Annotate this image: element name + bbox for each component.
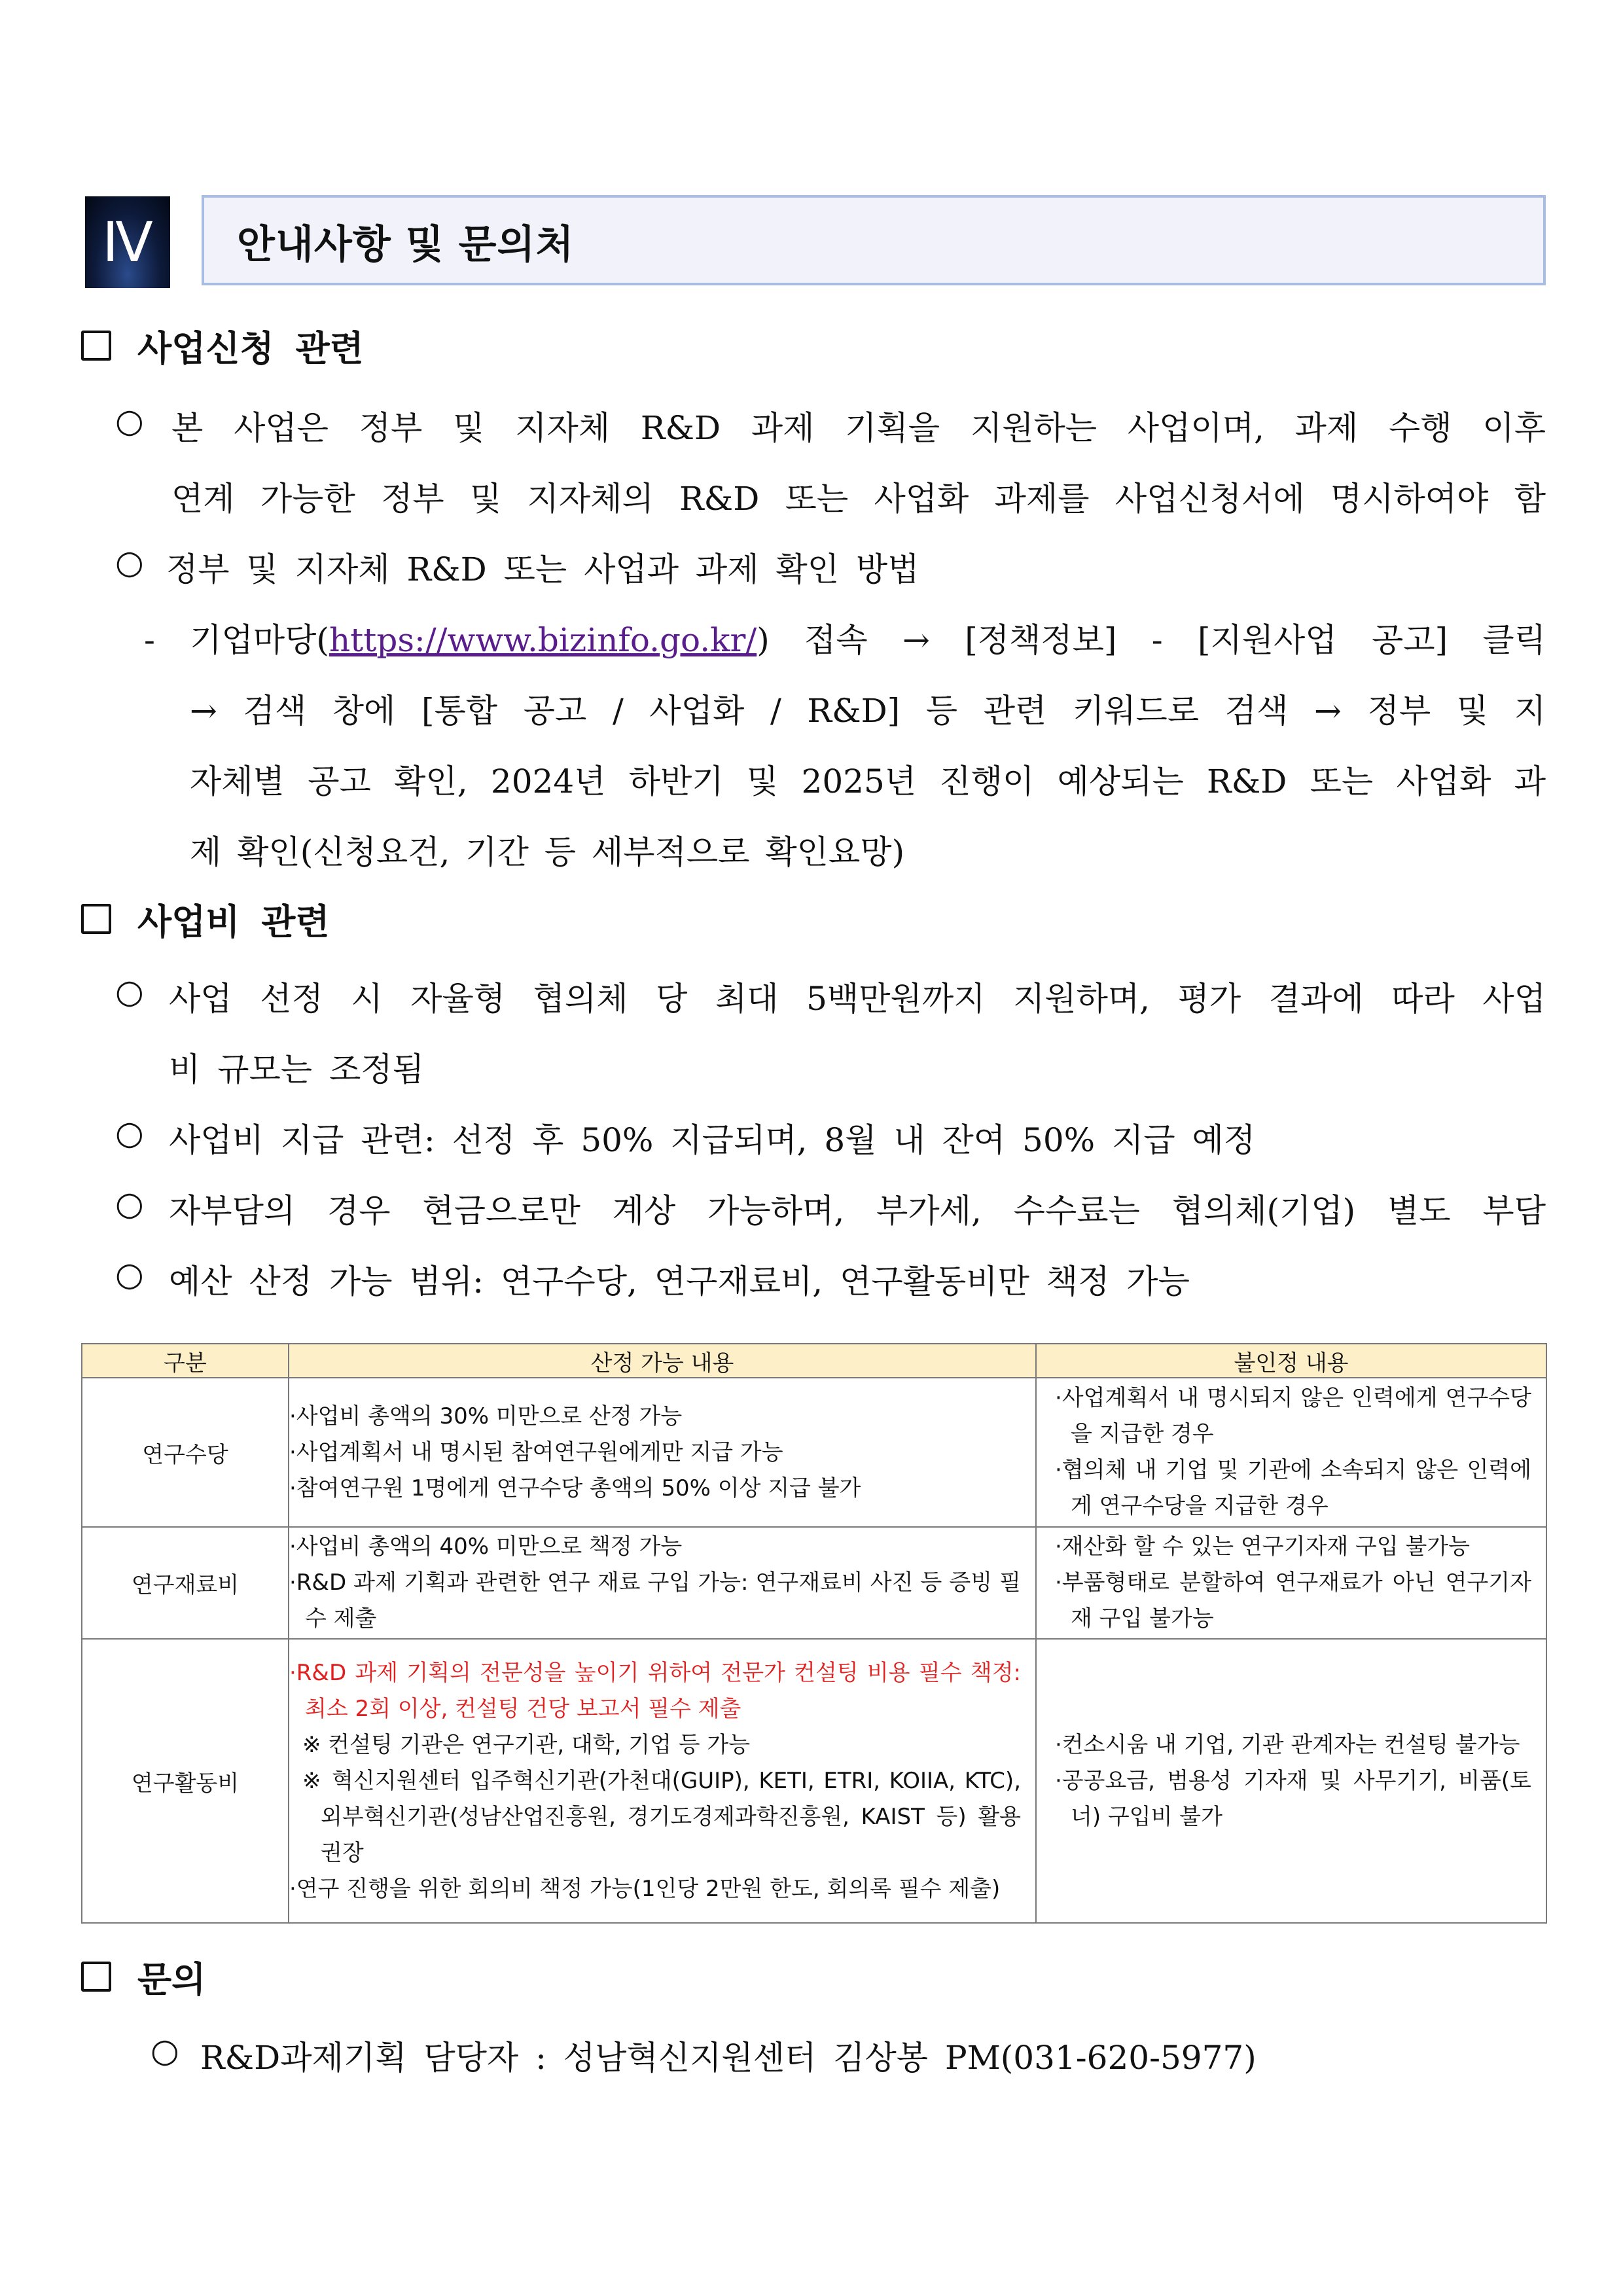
checkbox-square-icon [81, 1962, 111, 1992]
row-allowed [289, 1527, 1036, 1639]
circle-bullet-icon: ○ [115, 1255, 144, 1293]
row-category: 연구활동비 [82, 1639, 289, 1923]
row-disallowed [1036, 1378, 1546, 1527]
application-item-1-line-2: 연계 가능한 정부 및 지자체의 R&D 또는 사업화 과제를 사업신청서에 명시하여야 함 [171, 480, 1546, 518]
row-disallowed [1036, 1527, 1546, 1639]
application-item-2: 정부 및 지자체 R&D 또는 사업과 과제 확인 방법 [166, 550, 919, 588]
disallowed-item: ·공공요금, 범용성 기자재 및 사무기기, 비품(토너) 구입비 불가 [1055, 1767, 1531, 1830]
contact-line: R&D과제기획 담당자 : 성남혁신지원센터 김상봉 PM(031-620-5977) [200, 2039, 1257, 2077]
budget-item-2: 사업비 지급 관련: 선정 후 50% 지급되며, 8월 내 잔여 50% 지급 예정 [169, 1121, 1256, 1159]
table-row [82, 1378, 1546, 1527]
method-suffix: ) 접속 → [정책정보] - [지원사업 공고] 클릭 [757, 621, 1546, 659]
section-number-badge [85, 196, 170, 288]
circle-bullet-icon: ○ [115, 1114, 144, 1152]
budget-item-3: 자부담의 경우 현금으로만 계상 가능하며, 부가세, 수수료는 협의체(기업) 별도 부담 [169, 1192, 1546, 1230]
checkbox-square-icon [81, 331, 111, 361]
allowed-item: ·사업비 총액의 40% 미만으로 책정 가능 [289, 1534, 683, 1560]
header-category: 구분 [82, 1344, 289, 1378]
disallowed-item: ·재산화 할 수 있는 연구기자재 구입 불가능 [1055, 1534, 1470, 1560]
allowed-note: ※ 혁신지원센터 입주혁신기관(가천대(GUIP), KETI, ETRI, KOIIA, KTC), 외부혁신기관(성남산업진흥원, 경기도경제과학진흥원, KAIST 등) 활용 권장 [302, 1767, 1021, 1866]
method-line-3: 자체별 공고 확인, 2024년 하반기 및 2025년 진행이 예상되는 R&D 또는 사업화 과 [190, 762, 1546, 800]
heading-budget: 사업비 관련 [137, 901, 330, 942]
circle-bullet-icon: ○ [151, 2032, 179, 2070]
budget-item-1-line-1: 사업 선정 시 자율형 협의체 당 최대 5백만원까지 지원하며, 평가 결과에 따라 사업 [169, 980, 1546, 1018]
checkbox-square-icon [81, 904, 111, 934]
disallowed-item: ·사업계획서 내 명시되지 않은 인력에게 연구수당을 지급한 경우 [1055, 1385, 1531, 1447]
row-category: 연구수당 [82, 1378, 289, 1527]
allowed-item: ·연구 진행을 위한 회의비 책정 가능(1인당 2만원 한도, 회의록 필수 제출) [289, 1875, 1001, 1902]
budget-item-1-line-2: 비 규모는 조정됨 [169, 1050, 424, 1088]
method-line-4: 제 확인(신청요건, 기간 등 세부적으로 확인요망) [190, 833, 905, 871]
heading-contact: 문의 [137, 1958, 206, 2000]
circle-bullet-icon: ○ [115, 402, 144, 440]
row-disallowed [1036, 1639, 1546, 1923]
table-row [82, 1527, 1546, 1639]
circle-bullet-icon: ○ [115, 973, 144, 1011]
disallowed-item: ·컨소시움 내 기업, 기관 관계자는 컨설팅 불가능 [1055, 1731, 1520, 1758]
row-allowed [289, 1378, 1036, 1527]
section-title: 안내사항 및 문의처 [237, 222, 575, 268]
budget-item-4: 예산 산정 가능 범위: 연구수당, 연구재료비, 연구활동비만 책정 가능 [169, 1263, 1190, 1300]
method-line-2: → 검색 창에 [통합 공고 / 사업화 / R&D] 등 관련 키워드로 검색 → 정부 및 지 [190, 692, 1546, 730]
method-prefix: - 기업마당( [144, 621, 329, 659]
row-allowed [289, 1639, 1036, 1923]
allowed-item: ·사업비 총액의 30% 미만으로 산정 가능 [289, 1403, 683, 1429]
table-row [82, 1639, 1546, 1923]
budget-table [81, 1343, 1547, 1924]
table-header-row [82, 1344, 1546, 1378]
circle-bullet-icon: ○ [115, 543, 144, 581]
allowed-item: ·사업계획서 내 명시된 참여연구원에게만 지급 가능 [289, 1439, 783, 1465]
allowed-item: ·참여연구원 1명에게 연구수당 총액의 50% 이상 지급 불가 [289, 1475, 861, 1501]
method-first-line [144, 614, 1546, 661]
circle-bullet-icon: ○ [115, 1185, 144, 1223]
disallowed-item: ·부품형태로 분할하여 연구재료가 아닌 연구기자재 구입 불가능 [1055, 1570, 1531, 1632]
allowed-item: ·R&D 과제 기획과 관련한 연구 재료 구입 가능: 연구재료비 사진 등 증빙 필수 제출 [289, 1570, 1021, 1632]
allowed-note: ※ 컨설팅 기관은 연구기관, 대학, 기업 등 가능 [302, 1731, 751, 1758]
application-item-1-line-1: 본 사업은 정부 및 지자체 R&D 과제 기획을 지원하는 사업이며, 과제 수행 이후 [171, 409, 1546, 447]
header-disallowed: 불인정 내용 [1036, 1344, 1546, 1378]
heading-application: 사업신청 관련 [137, 327, 364, 369]
allowed-item-consulting: ·R&D 과제 기획의 전문성을 높이기 위하여 전문가 컨설팅 비용 필수 책정: 최소 2회 이상, 컨설팅 건당 보고서 필수 제출 [289, 1659, 1021, 1722]
row-category: 연구재료비 [82, 1527, 289, 1639]
header-allowed: 산정 가능 내용 [289, 1344, 1036, 1378]
section-number: Ⅳ [102, 210, 153, 274]
bizinfo-link[interactable]: https://www.bizinfo.go.kr/ [329, 621, 757, 659]
disallowed-item: ·협의체 내 기업 및 기관에 소속되지 않은 인력에게 연구수당을 지급한 경우 [1055, 1457, 1531, 1519]
